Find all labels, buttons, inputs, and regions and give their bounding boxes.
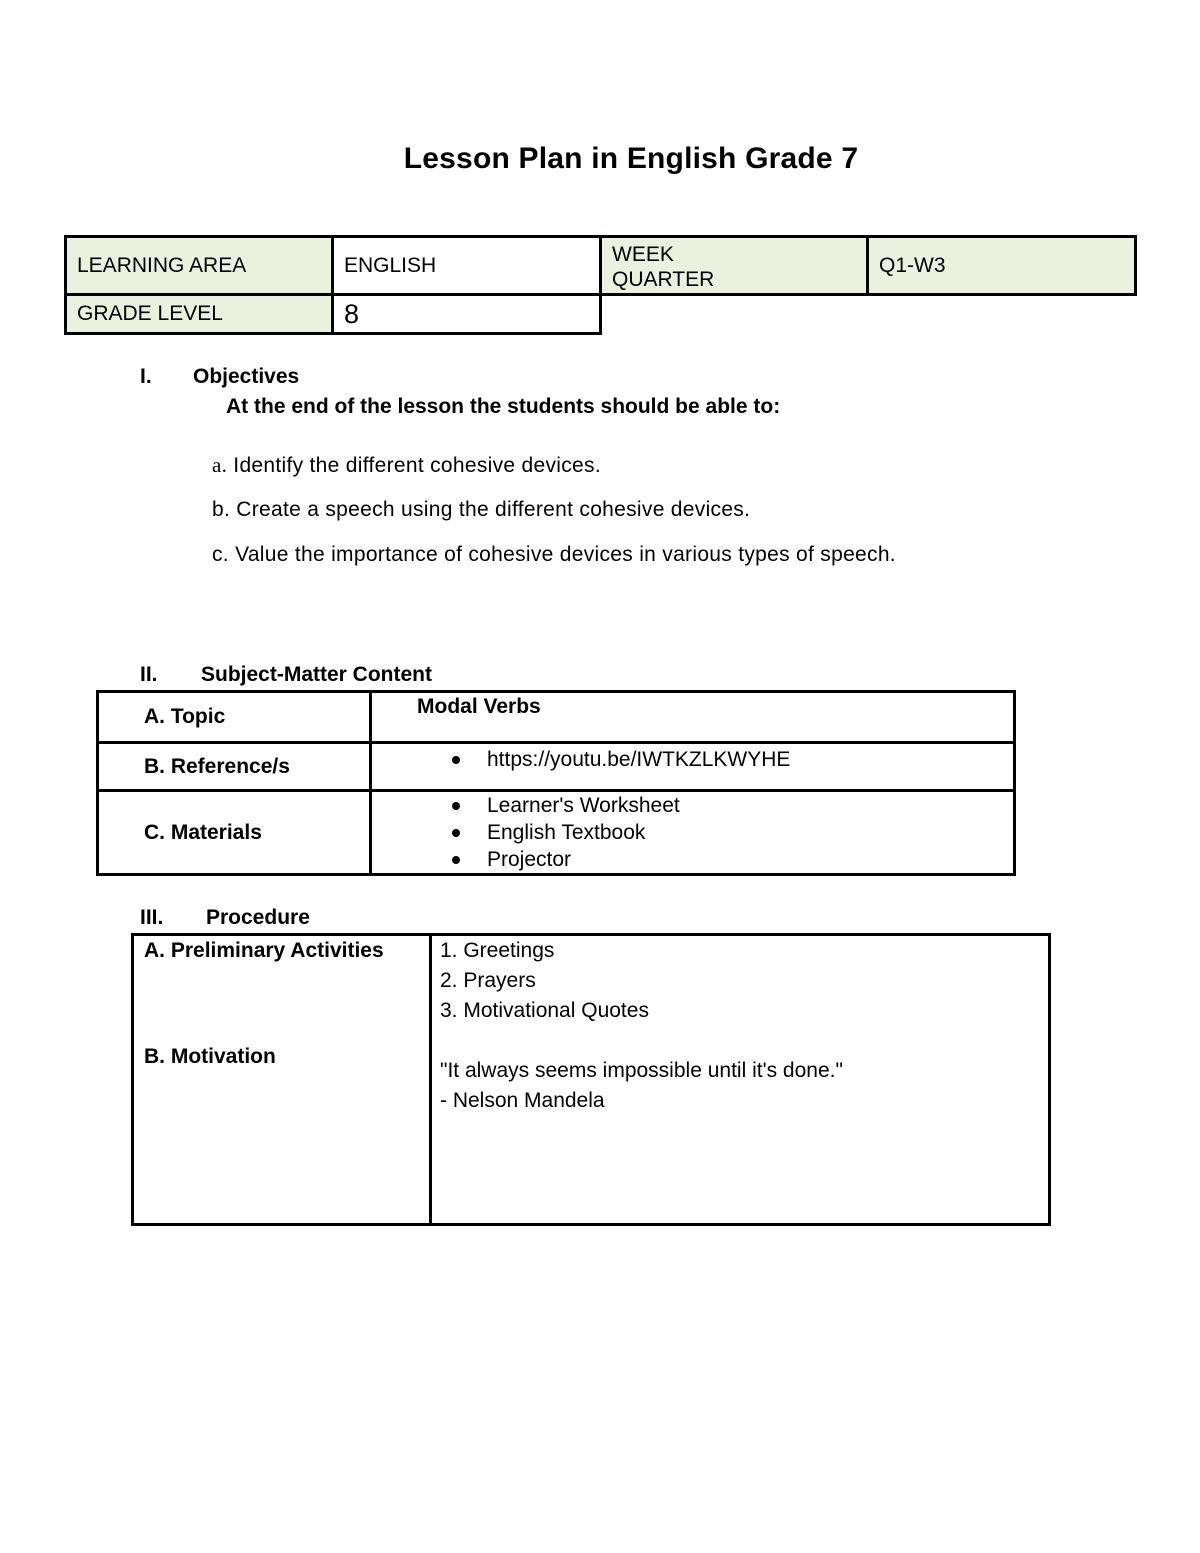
table-row	[98, 791, 1015, 875]
subject-matter-number: II.	[140, 663, 158, 686]
subject-matter-table	[96, 690, 1016, 876]
materials-label: C. Materials	[98, 791, 371, 875]
objective-item	[212, 453, 601, 478]
topic-label: A. Topic	[98, 692, 371, 743]
preliminary-item: 2. Prayers	[440, 969, 536, 992]
procedure-table	[131, 933, 1051, 1226]
quarter-label: QUARTER	[612, 267, 715, 291]
objective-text: Identify the different cohesive devices.	[227, 454, 601, 477]
objective-item	[212, 543, 896, 567]
reference-cell	[371, 743, 1015, 791]
objective-text: Create a speech using the different cohesive devices.	[230, 498, 751, 521]
objective-item	[212, 498, 750, 522]
objective-text: Value the importance of cohesive devices in various types of speech.	[228, 543, 896, 566]
preliminary-item: 3. Motivational Quotes	[440, 999, 649, 1022]
week-quarter-value: Q1-W3	[866, 235, 1137, 296]
reference-link[interactable]: https://youtu.be/IWTKZLKWYHE	[372, 746, 1013, 773]
grade-level-label: GRADE LEVEL	[64, 293, 334, 335]
objectives-number: I.	[140, 365, 152, 388]
objective-letter: b.	[212, 498, 231, 521]
table-row	[98, 743, 1015, 791]
column-divider	[429, 936, 432, 1223]
objectives-intro: At the end of the lesson the students should be able to:	[226, 395, 781, 418]
list-item: Learner's Worksheet	[372, 792, 1013, 819]
procedure-heading: Procedure	[206, 906, 310, 929]
topic-value: Modal Verbs	[371, 692, 1015, 743]
objective-letter: c.	[212, 543, 229, 566]
reference-label: B. Reference/s	[98, 743, 371, 791]
reference-list	[372, 746, 1013, 773]
objectives-heading: Objectives	[193, 365, 300, 388]
procedure-number: III.	[140, 906, 164, 929]
learning-area-value: ENGLISH	[331, 235, 602, 296]
learning-area-label: LEARNING AREA	[64, 235, 334, 296]
subject-matter-heading: Subject-Matter Content	[201, 663, 432, 686]
table-row	[98, 692, 1015, 743]
list-item: Projector	[372, 846, 1013, 873]
week-quarter-label	[599, 235, 869, 296]
week-label: WEEK	[612, 242, 674, 266]
materials-list	[372, 792, 1013, 873]
preliminary-activities-label: A. Preliminary Activities	[144, 939, 384, 962]
list-item: English Textbook	[372, 819, 1013, 846]
page-title: Lesson Plan in English Grade 7	[403, 142, 859, 175]
materials-cell	[371, 791, 1015, 875]
preliminary-item: 1. Greetings	[440, 939, 555, 962]
motivation-quote: "It always seems impossible until it's done."	[440, 1059, 843, 1082]
objective-letter: a.	[212, 453, 228, 477]
motivation-label: B. Motivation	[144, 1045, 276, 1068]
grade-level-value: 8	[331, 293, 602, 335]
quote-author: - Nelson Mandela	[440, 1089, 605, 1112]
